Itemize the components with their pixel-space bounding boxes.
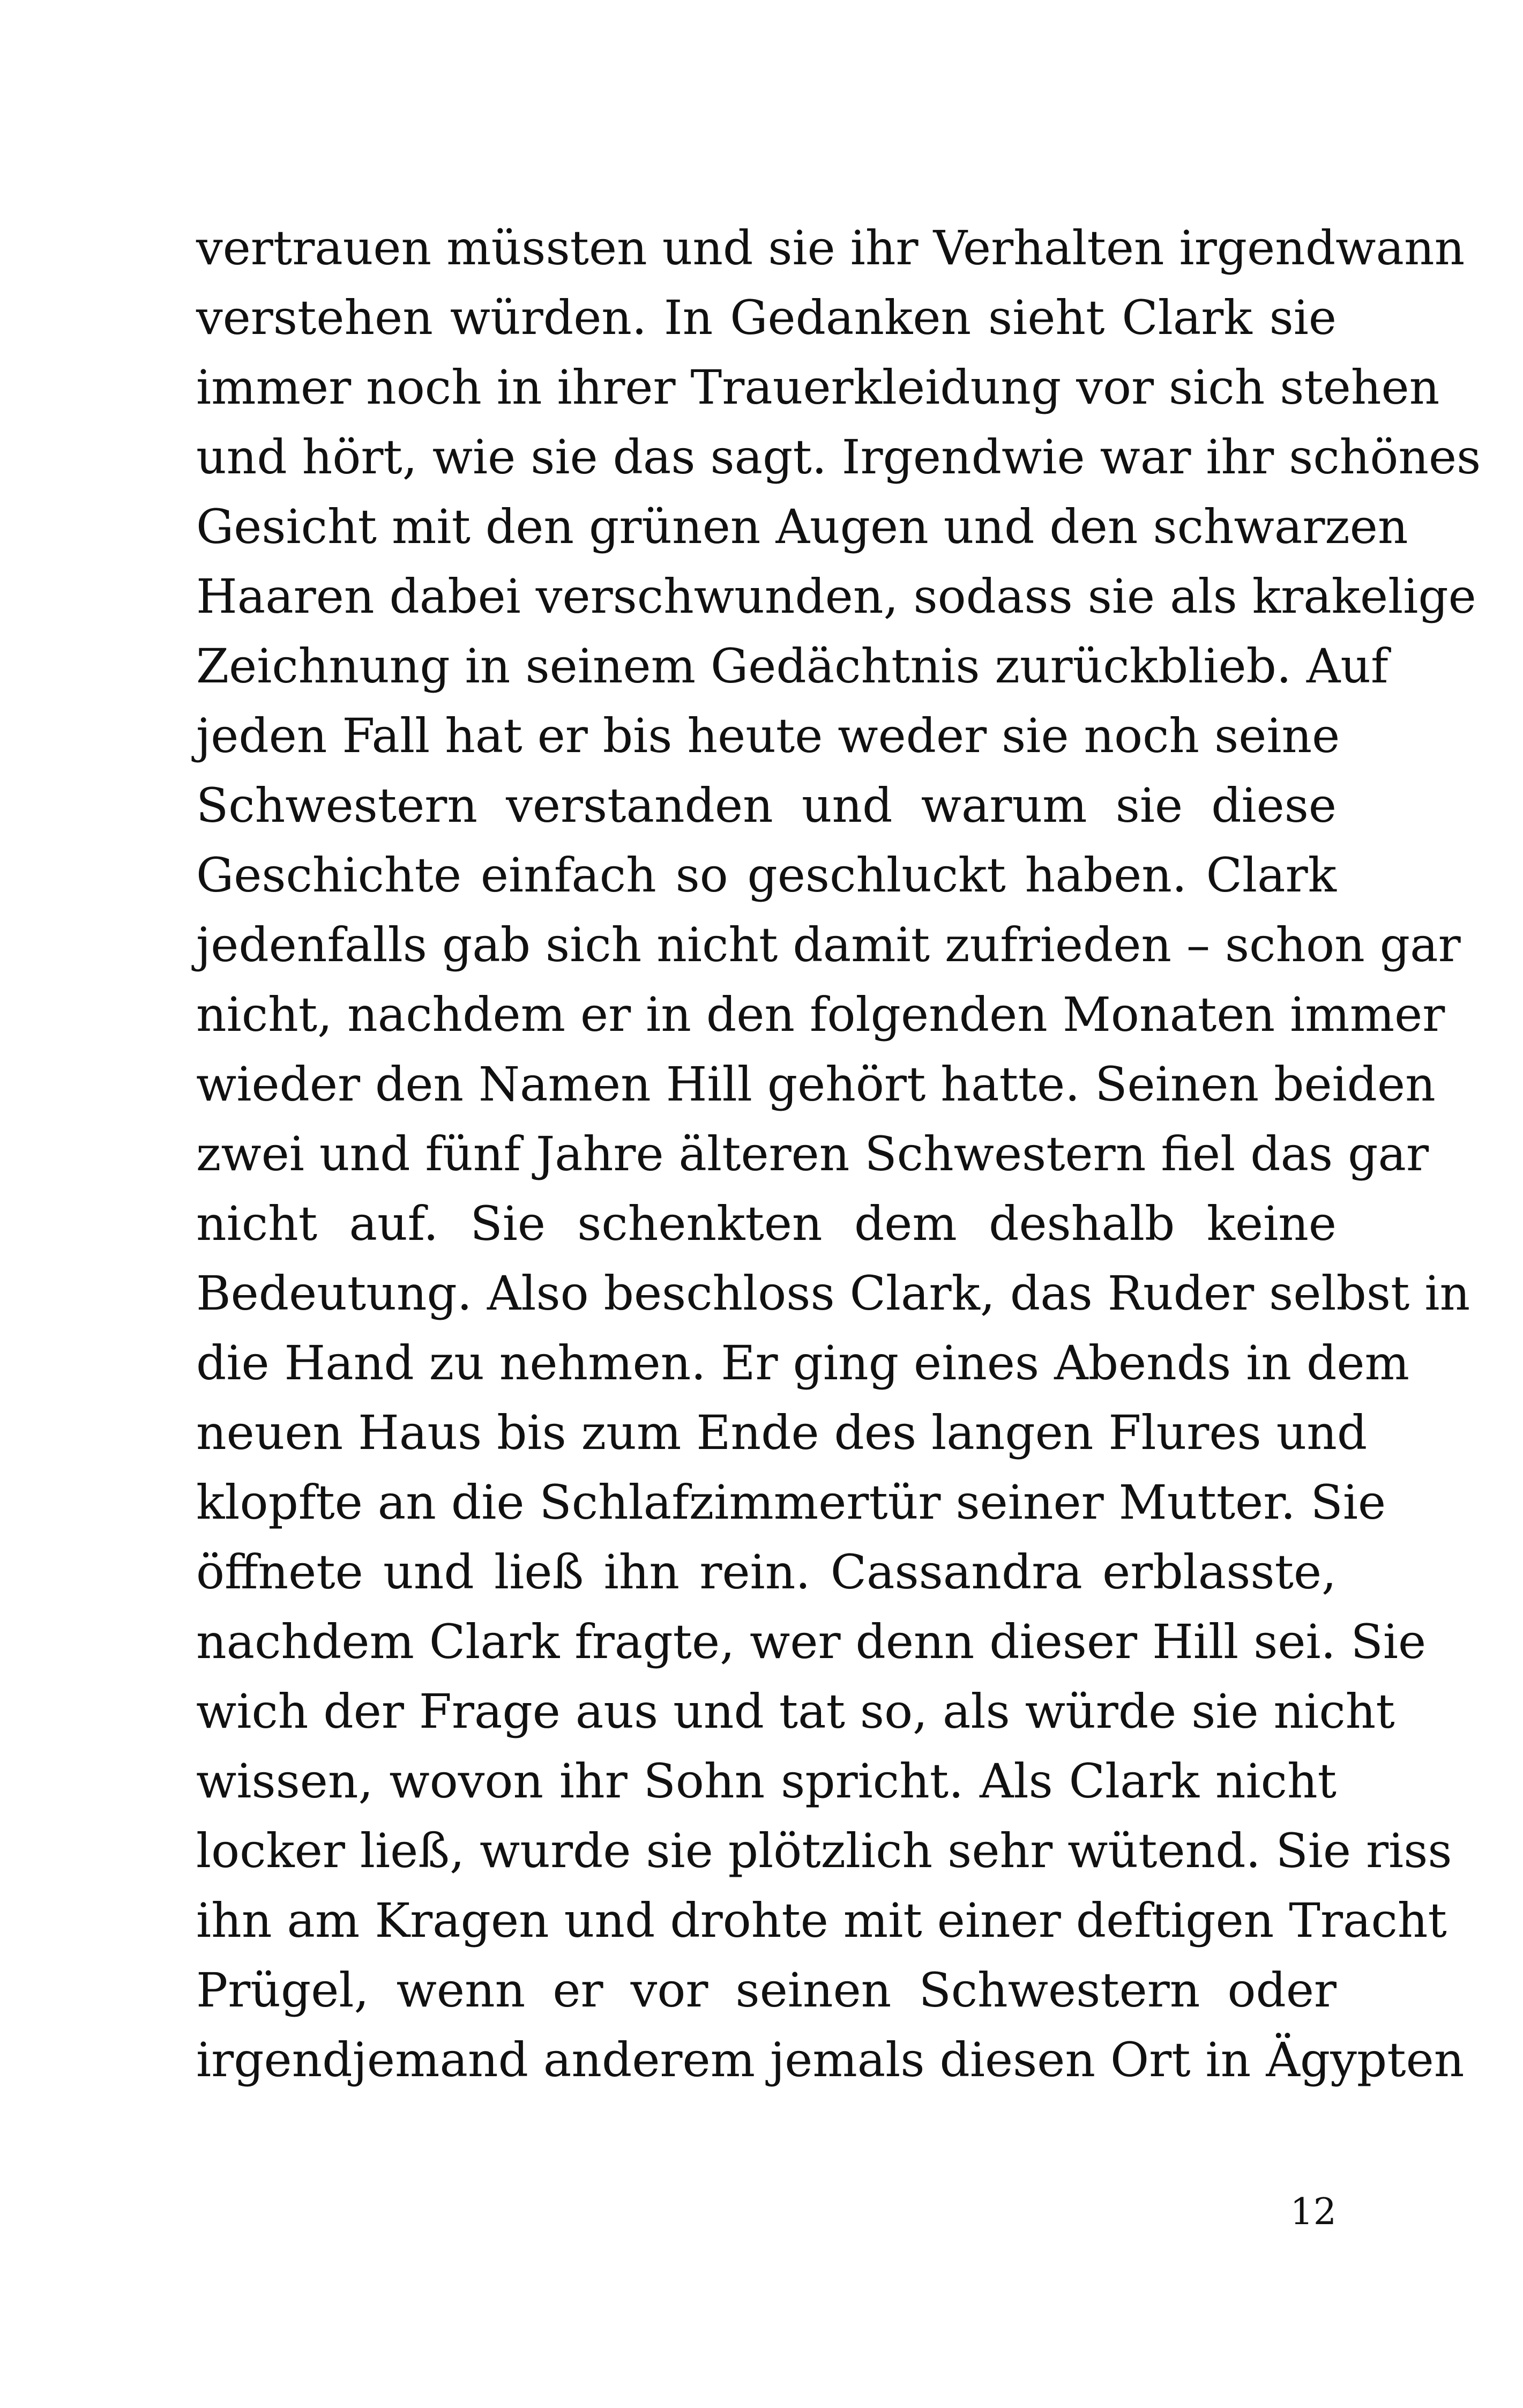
text-line: Haaren dabei verschwunden, sodass sie als krakelige xyxy=(196,569,1476,624)
text-line: Gesicht mit den grünen Augen und den schwarzen xyxy=(196,499,1408,554)
text-line: locker ließ, wurde sie plötzlich sehr wütend. Sie riss xyxy=(196,1823,1452,1878)
text-line: nicht, nachdem er in den folgenden Monaten immer xyxy=(196,987,1445,1042)
text-line: klopfte an die Schlafzimmertür seiner Mutter. Sie xyxy=(196,1475,1386,1530)
text-line: wich der Frage aus und tat so, als würde sie nicht xyxy=(196,1684,1395,1739)
text-line: zwei und fünf Jahre älteren Schwestern fiel das gar xyxy=(196,1126,1429,1181)
text-line: nachdem Clark fragte, wer denn dieser Hill sei. Sie xyxy=(196,1614,1427,1669)
text-line: vertrauen müssten und sie ihr Verhalten irgendwann xyxy=(196,220,1465,276)
text-line: Schwestern verstanden und warum sie diese xyxy=(196,778,1337,833)
text-line: nicht auf. Sie schenkten dem deshalb keine xyxy=(196,1196,1337,1251)
text-line: öffnete und ließ ihn rein. Cassandra erblasste, xyxy=(196,1544,1337,1600)
text-line: irgendjemand anderem jemals diesen Ort in Ägypten xyxy=(196,2032,1465,2087)
text-line: und hört, wie sie das sagt. Irgendwie war ihr schönes xyxy=(196,429,1481,485)
text-line: jeden Fall hat er bis heute weder sie noch seine xyxy=(196,708,1340,763)
text-line: verstehen würden. In Gedanken sieht Clark sie xyxy=(196,290,1337,345)
page-number: 12 xyxy=(1290,2191,1337,2233)
text-line: Bedeutung. Also beschloss Clark, das Ruder selbst in xyxy=(196,1266,1470,1321)
text-line: ihn am Kragen und drohte mit einer deftigen Tracht xyxy=(196,1893,1447,1948)
text-line: wissen, wovon ihr Sohn spricht. Als Clark nicht xyxy=(196,1753,1337,1809)
text-line: immer noch in ihrer Trauerkleidung vor sich stehen xyxy=(196,360,1440,415)
text-line: jedenfalls gab sich nicht damit zufrieden – schon gar xyxy=(196,917,1461,972)
text-line: wieder den Namen Hill gehört hatte. Seinen beiden xyxy=(196,1057,1436,1112)
text-line: Geschichte einfach so geschluckt haben. Clark xyxy=(196,848,1337,903)
body-text xyxy=(196,213,1481,2095)
text-line: Prügel, wenn er vor seinen Schwestern oder xyxy=(196,1963,1337,2018)
text-line: die Hand zu nehmen. Er ging eines Abends in dem xyxy=(196,1335,1409,1391)
text-line: neuen Haus bis zum Ende des langen Flures und xyxy=(196,1405,1368,1460)
text-line: Zeichnung in seinem Gedächtnis zurückblieb. Auf xyxy=(196,638,1388,694)
